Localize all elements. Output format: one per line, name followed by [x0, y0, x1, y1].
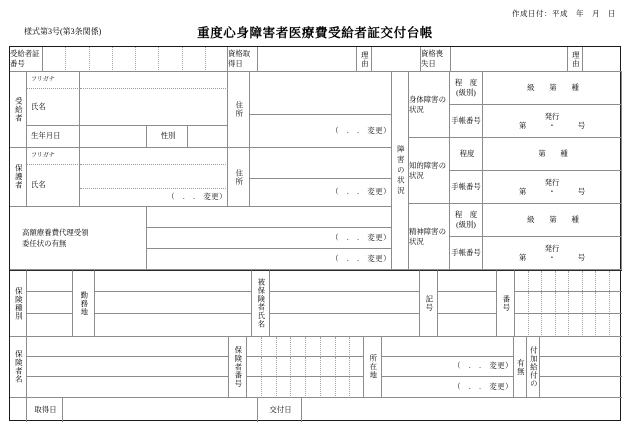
- insured-person-name-label: 被保険者氏名: [252, 270, 270, 337]
- insurer-name-field-1[interactable]: [27, 337, 229, 357]
- supplement-benefit-field-1[interactable]: [540, 337, 622, 357]
- acquire-date-field[interactable]: [63, 398, 258, 422]
- mental-disability-label: 精神障害の状況: [409, 204, 450, 270]
- recipient-kana-field[interactable]: [80, 72, 228, 89]
- insurance-symbol-label: 記号: [420, 270, 438, 337]
- insurance-type-field-3[interactable]: [27, 314, 73, 337]
- insurer-number-field-2[interactable]: [247, 357, 364, 377]
- qualification-acquire-label: 資格取得日: [228, 47, 258, 72]
- insurer-name-field-2[interactable]: [27, 357, 229, 377]
- qualification-loss-field[interactable]: [451, 47, 568, 72]
- intellectual-booklet-label: 手帳番号: [450, 171, 483, 204]
- workplace-label: 勤務地: [73, 270, 95, 337]
- guardian-name-label: 氏名: [27, 165, 80, 207]
- insurance-type-label: 保険種別: [10, 270, 27, 337]
- guardian-side-label: 保護者: [10, 148, 27, 207]
- insurer-number-label: 保険者番号: [229, 337, 247, 398]
- acquire-reason-label: 理由: [357, 47, 372, 72]
- insurance-number-label: 番号: [497, 270, 515, 337]
- qualification-loss-label: 資格喪失日: [421, 47, 451, 72]
- insurer-location-field-3[interactable]: （ . . 変更）: [382, 377, 514, 398]
- supplement-benefit-label: 付加給付の: [527, 337, 540, 398]
- created-date: 作成日付：平成 年 月 日: [512, 9, 616, 18]
- guardian-kana-label: フリガナ: [27, 148, 80, 165]
- disability-side-label: 障害の状況: [392, 72, 409, 270]
- insurer-location-field-1[interactable]: [382, 337, 514, 357]
- recipient-cert-number-field[interactable]: [43, 47, 228, 72]
- qualification-acquire-field[interactable]: [258, 47, 357, 72]
- insured-person-name-field-1[interactable]: [270, 270, 420, 292]
- issue-date-label: 交付日: [258, 398, 302, 422]
- insurance-number-field-1[interactable]: [515, 270, 622, 292]
- page-title: 重度心身障害者医療費受給者証交付台帳: [197, 26, 433, 40]
- recipient-birthdate-label: 生年月日: [27, 126, 80, 148]
- guardian-address-change-field[interactable]: （ . . 変更）: [250, 179, 392, 207]
- intellectual-disability-label: 知的障害の状況: [409, 138, 450, 204]
- loss-reason-field[interactable]: [583, 47, 622, 72]
- intellectual-degree-label: 程度: [450, 138, 483, 171]
- insured-person-name-field-2[interactable]: [270, 292, 420, 314]
- guardian-address-field[interactable]: [250, 148, 392, 179]
- supplement-benefit-field-2[interactable]: [540, 357, 622, 377]
- workplace-field-1[interactable]: [95, 270, 252, 292]
- supplement-benefit-presence-label: 有無: [514, 337, 527, 398]
- physical-booklet-field[interactable]: 発行 第 ・ 号: [483, 105, 622, 138]
- recipient-name-field[interactable]: [80, 89, 228, 126]
- intellectual-degree-field[interactable]: 第 種: [483, 138, 622, 171]
- high-cost-row-2[interactable]: （ . . 変更）: [147, 228, 392, 249]
- insurance-type-field-2[interactable]: [27, 292, 73, 314]
- recipient-address-label: 住所: [228, 72, 250, 148]
- intellectual-booklet-field[interactable]: 発行 第 ・ 号: [483, 171, 622, 204]
- recipient-birthdate-field[interactable]: [80, 126, 147, 148]
- insurance-type-field-1[interactable]: [27, 270, 73, 292]
- recipient-cert-number-label: 受給者証番号: [10, 47, 43, 72]
- high-cost-row-1[interactable]: [147, 207, 392, 228]
- insurance-symbol-field-3[interactable]: [438, 314, 497, 337]
- insurer-location-field-2[interactable]: （ . . 変更）: [382, 357, 514, 377]
- insurer-number-field-1[interactable]: [247, 337, 364, 357]
- physical-degree-field[interactable]: 級 第 種: [483, 72, 622, 105]
- insurer-name-label: 保険者名: [10, 337, 27, 398]
- physical-booklet-label: 手帳番号: [450, 105, 483, 138]
- recipient-gender-field[interactable]: [188, 126, 228, 148]
- insurer-location-label: 所在地: [364, 337, 382, 398]
- physical-disability-label: 身体障害の状況: [409, 72, 450, 138]
- high-cost-row-3[interactable]: （ . . 変更）: [147, 249, 392, 270]
- insured-person-name-field-3[interactable]: [270, 314, 420, 337]
- workplace-field-2[interactable]: [95, 292, 252, 314]
- form-number: 様式第3号(第3条関係): [24, 27, 102, 36]
- recipient-side-label: 受給者: [10, 72, 27, 148]
- recipient-kana-label: フリガナ: [27, 72, 80, 89]
- high-cost-proxy-label: 高額療養費代理受領 委任状の有無: [10, 207, 147, 270]
- acquire-date-label: 取得日: [27, 398, 63, 422]
- recipient-gender-label: 性別: [147, 126, 188, 148]
- footer-spacer: [10, 398, 27, 422]
- ledger-table: [9, 46, 621, 421]
- insurer-number-field-3[interactable]: [247, 377, 364, 398]
- issue-date-field[interactable]: [302, 398, 622, 422]
- insurance-number-field-2[interactable]: [515, 292, 622, 314]
- guardian-address-label: 住所: [228, 148, 250, 207]
- guardian-name-change-field[interactable]: （ . . 変更）: [80, 189, 228, 207]
- mental-booklet-label: 手帳番号: [450, 237, 483, 270]
- loss-reason-label: 理由: [568, 47, 583, 72]
- recipient-name-label: 氏名: [27, 89, 80, 126]
- mental-booklet-field[interactable]: 発行 第 ・ 号: [483, 237, 622, 270]
- supplement-benefit-field-3[interactable]: [540, 377, 622, 398]
- insurer-name-field-3[interactable]: [27, 377, 229, 398]
- guardian-kana-field[interactable]: [80, 148, 228, 165]
- insurance-symbol-field-1[interactable]: [438, 270, 497, 292]
- acquire-reason-field[interactable]: [372, 47, 421, 72]
- mental-degree-label: 程 度 (級別): [450, 204, 483, 237]
- recipient-address-field[interactable]: [250, 72, 392, 115]
- physical-degree-label: 程 度 (級別): [450, 72, 483, 105]
- mental-degree-field[interactable]: 級 第 種: [483, 204, 622, 237]
- workplace-field-3[interactable]: [95, 314, 252, 337]
- insurance-number-field-3[interactable]: [515, 314, 622, 337]
- guardian-name-field[interactable]: [80, 165, 228, 189]
- recipient-address-change-field[interactable]: （ . . 変更）: [250, 115, 392, 148]
- insurance-symbol-field-2[interactable]: [438, 292, 497, 314]
